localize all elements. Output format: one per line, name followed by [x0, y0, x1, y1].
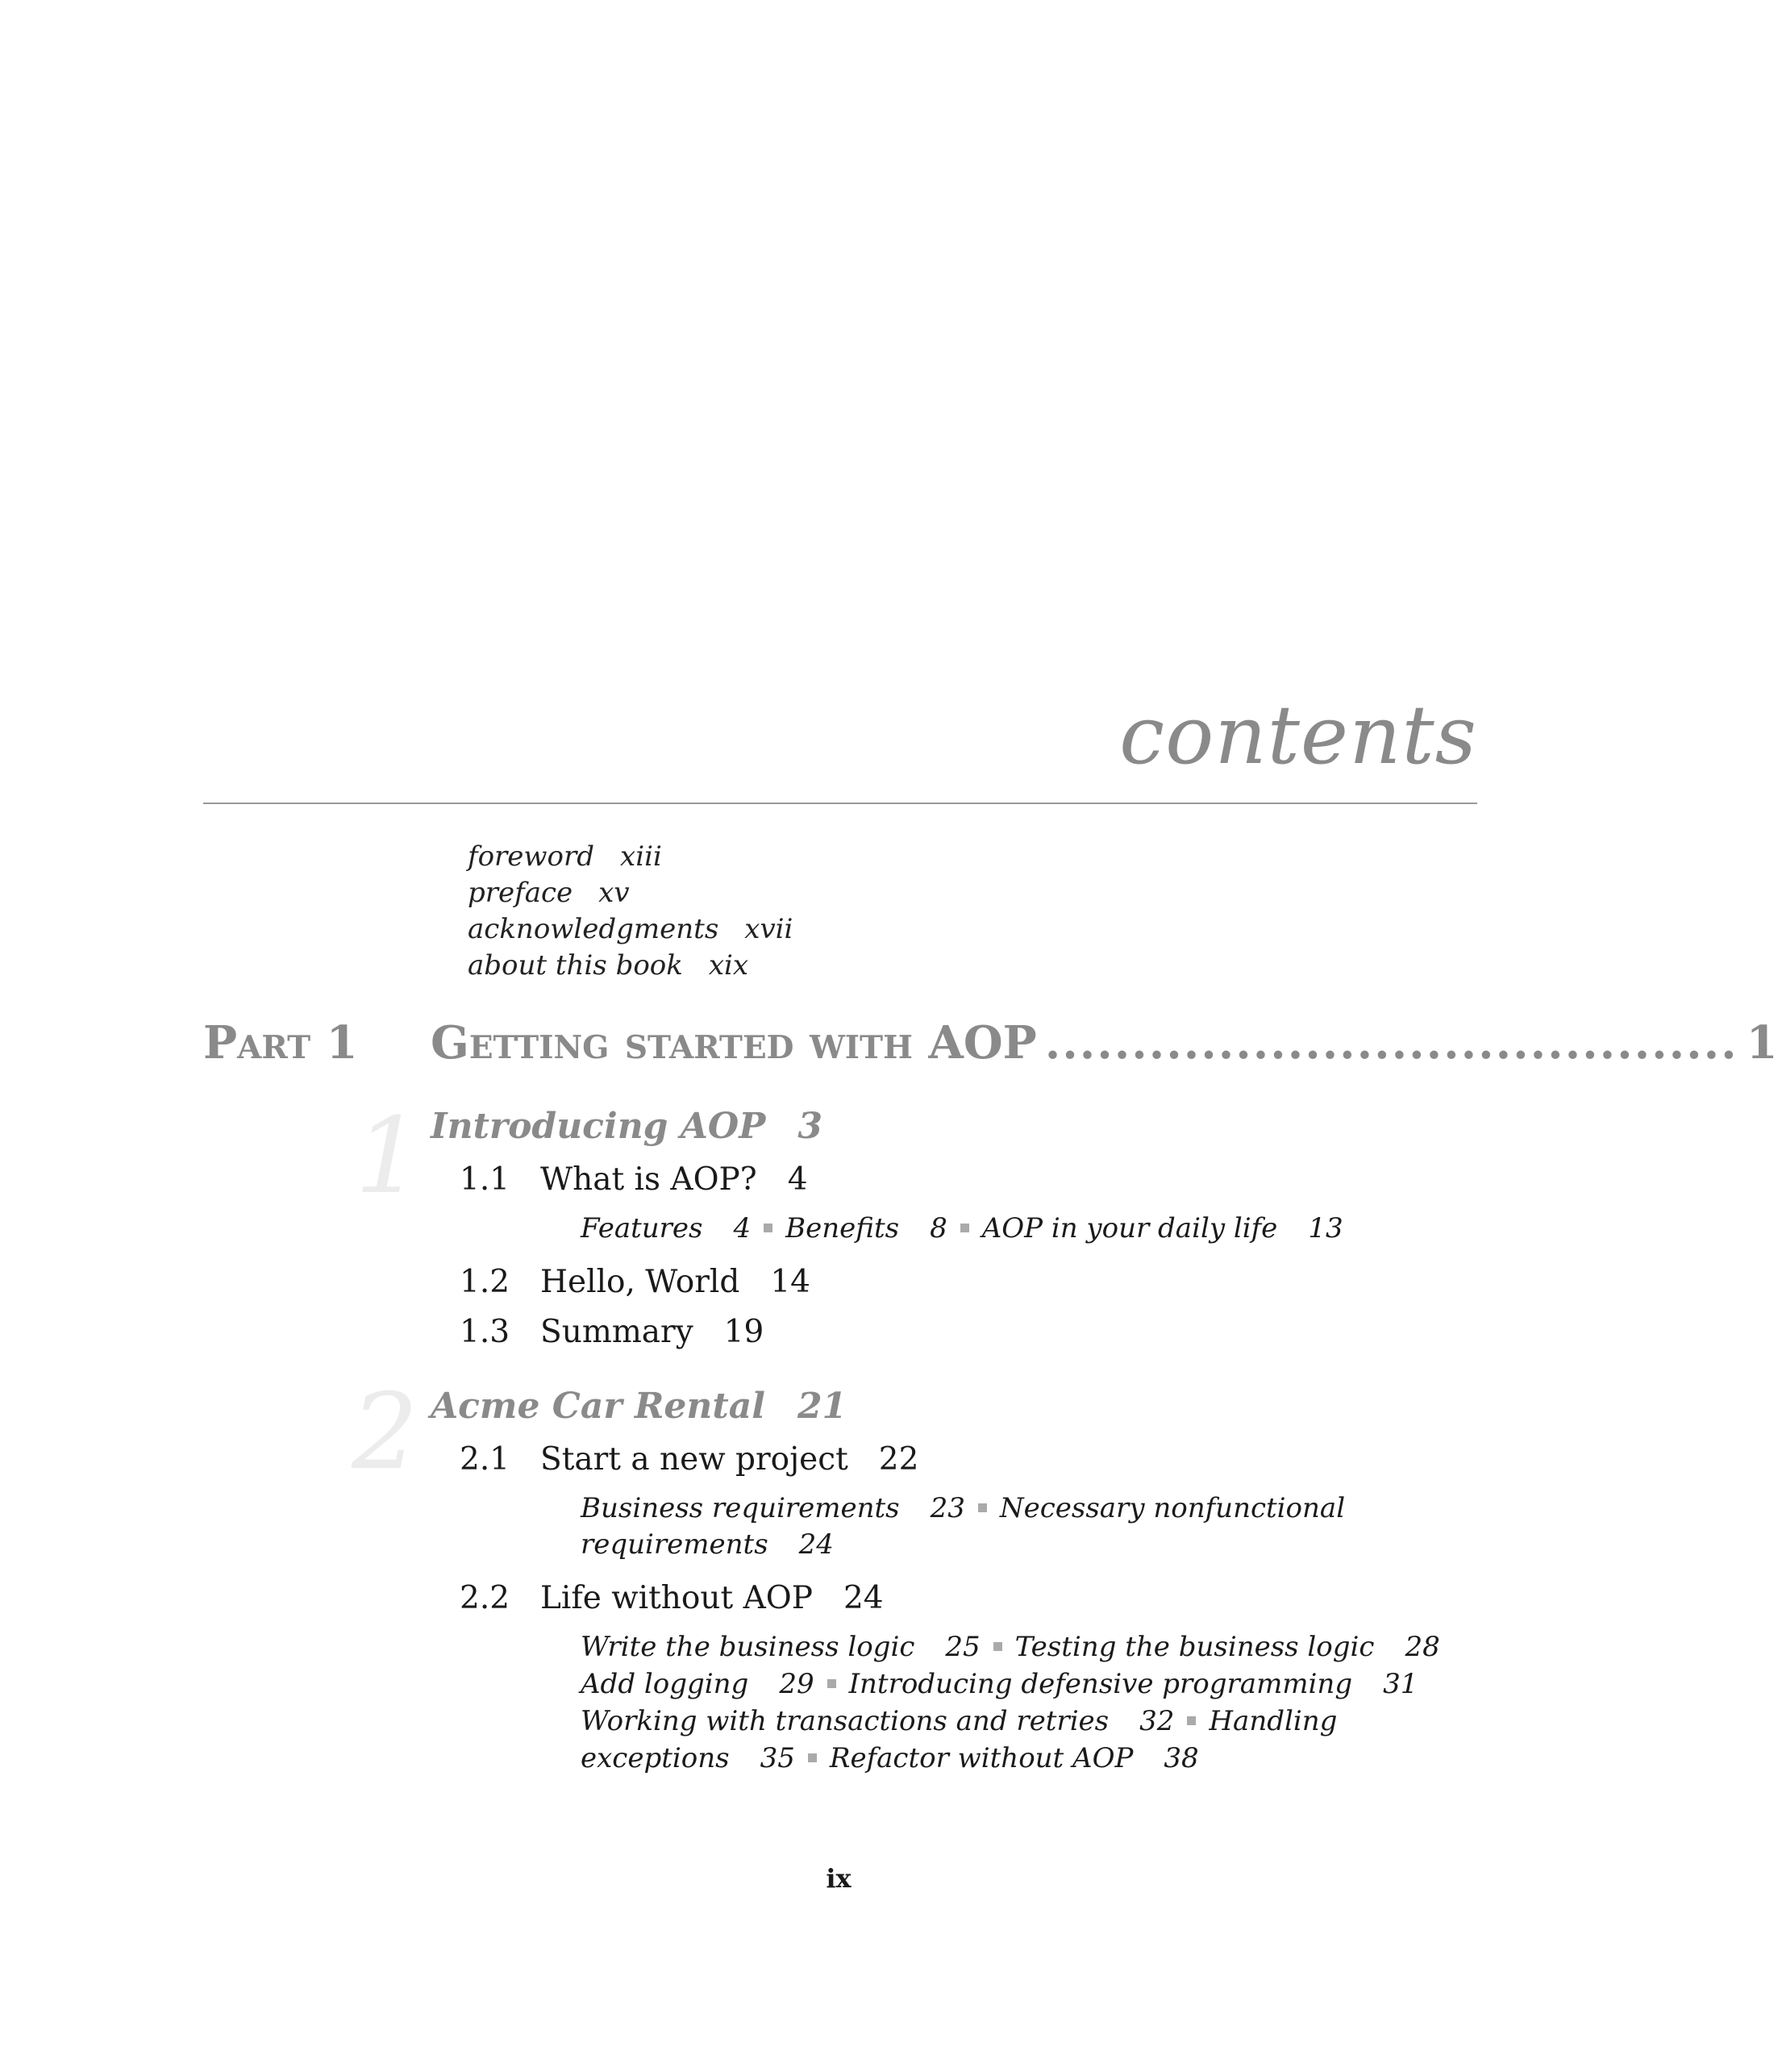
section-title: Life without AOP	[540, 1580, 813, 1616]
subsection-page: 28	[1405, 1631, 1440, 1663]
page-number: ix	[826, 1863, 852, 1894]
section-number: 1.2	[460, 1264, 510, 1300]
subsection-title[interactable]: Business requirements	[581, 1492, 900, 1524]
subsection-line	[581, 1492, 1346, 1524]
front-matter-label: preface	[468, 877, 573, 909]
subsection-page: 32	[1139, 1705, 1175, 1737]
subsection-page: 4	[733, 1212, 752, 1244]
front-matter-page: xvii	[744, 913, 793, 945]
front-matter-page: xiii	[620, 840, 662, 873]
subsection-line	[581, 1212, 1343, 1244]
chapter-number: 1	[355, 1094, 422, 1217]
section-entry[interactable]	[540, 1316, 764, 1348]
subsection-line	[581, 1742, 1199, 1774]
separator-bullet	[808, 1753, 817, 1762]
subsection-title[interactable]: Benefits	[785, 1212, 900, 1244]
front-matter-item[interactable]	[468, 949, 749, 982]
section-page: 22	[878, 1441, 919, 1478]
chapter-page: 3	[797, 1106, 822, 1147]
chapter-heading[interactable]	[431, 1106, 822, 1147]
part-label: Part 1	[203, 1016, 358, 1069]
separator-bullet	[960, 1224, 969, 1232]
subsection-line	[581, 1670, 1418, 1698]
separator-bullet	[993, 1642, 1002, 1651]
chapter-title: Acme Car Rental	[431, 1386, 765, 1427]
subsection-line	[581, 1528, 834, 1561]
front-matter-page: xv	[598, 877, 630, 909]
section-page: 4	[787, 1161, 808, 1198]
subsection-title[interactable]: Necessary nonfunctional	[999, 1492, 1346, 1524]
subsection-page: 25	[945, 1631, 981, 1663]
subsection-title[interactable]: Working with transactions and retries	[581, 1705, 1110, 1737]
subsection-title[interactable]: Testing the business logic	[1014, 1631, 1375, 1663]
subsection-title[interactable]: AOP in your daily life	[981, 1212, 1278, 1244]
subsection-title[interactable]: requirements	[581, 1528, 768, 1561]
section-entry[interactable]	[540, 1441, 919, 1478]
front-matter-label: acknowledgments	[468, 913, 719, 945]
subsection-title[interactable]: Add logging	[581, 1668, 749, 1700]
section-page: 14	[770, 1264, 810, 1300]
subsection-page: 35	[760, 1742, 795, 1774]
subsection-page: 8	[930, 1212, 947, 1244]
section-entry[interactable]	[540, 1266, 810, 1298]
section-entry[interactable]	[540, 1582, 884, 1614]
subsection-title[interactable]: Handling	[1209, 1705, 1338, 1737]
front-matter-page: xix	[708, 949, 749, 982]
section-entry[interactable]	[540, 1161, 808, 1198]
section-number: 2.2	[460, 1580, 510, 1616]
subsection-title[interactable]: Introducing defensive programming	[848, 1668, 1353, 1700]
section-number: 1.1	[460, 1161, 510, 1198]
subsection-title[interactable]: Refactor without AOP	[829, 1742, 1134, 1774]
separator-bullet	[764, 1224, 772, 1232]
subsection-page: 29	[779, 1668, 814, 1700]
part-heading[interactable]	[431, 1016, 1778, 1069]
section-title: Hello, World	[540, 1264, 740, 1300]
section-title: Summary	[540, 1314, 693, 1350]
subsection-line	[581, 1707, 1337, 1735]
part-page: 1	[1746, 1016, 1778, 1069]
title-rule	[203, 803, 1477, 804]
chapter-number: 2	[352, 1370, 418, 1493]
section-title: Start a new project	[540, 1441, 848, 1478]
front-matter-label: about this book	[468, 949, 683, 982]
section-page: 19	[723, 1314, 764, 1350]
subsection-title[interactable]: Features	[581, 1212, 703, 1244]
subsection-page: 23	[930, 1492, 965, 1524]
section-number: 1.3	[460, 1314, 510, 1350]
subsection-line	[581, 1633, 1440, 1661]
subsection-page: 31	[1383, 1668, 1418, 1700]
page-title: contents	[1119, 688, 1477, 782]
part-title: Getting started with AOP	[431, 1016, 1037, 1069]
separator-bullet	[1187, 1716, 1196, 1725]
chapter-title: Introducing AOP	[431, 1106, 766, 1147]
subsection-page: 38	[1164, 1742, 1199, 1774]
subsection-page: 13	[1308, 1212, 1343, 1244]
front-matter-item[interactable]	[468, 915, 793, 943]
front-matter-label: foreword	[468, 840, 595, 873]
section-number: 2.1	[460, 1441, 510, 1478]
chapter-heading[interactable]	[431, 1386, 847, 1427]
chapter-page: 21	[797, 1386, 847, 1427]
part-leader-dots: ........................................	[1044, 1016, 1738, 1069]
subsection-title[interactable]: exceptions	[581, 1742, 730, 1774]
section-page: 24	[843, 1580, 884, 1616]
front-matter-item[interactable]	[468, 840, 662, 873]
separator-bullet	[978, 1503, 987, 1512]
section-title: What is AOP?	[540, 1161, 757, 1198]
subsection-title[interactable]: Write the business logic	[581, 1631, 915, 1663]
front-matter-item[interactable]	[468, 879, 630, 907]
separator-bullet	[827, 1679, 836, 1688]
subsection-page: 24	[798, 1528, 834, 1561]
